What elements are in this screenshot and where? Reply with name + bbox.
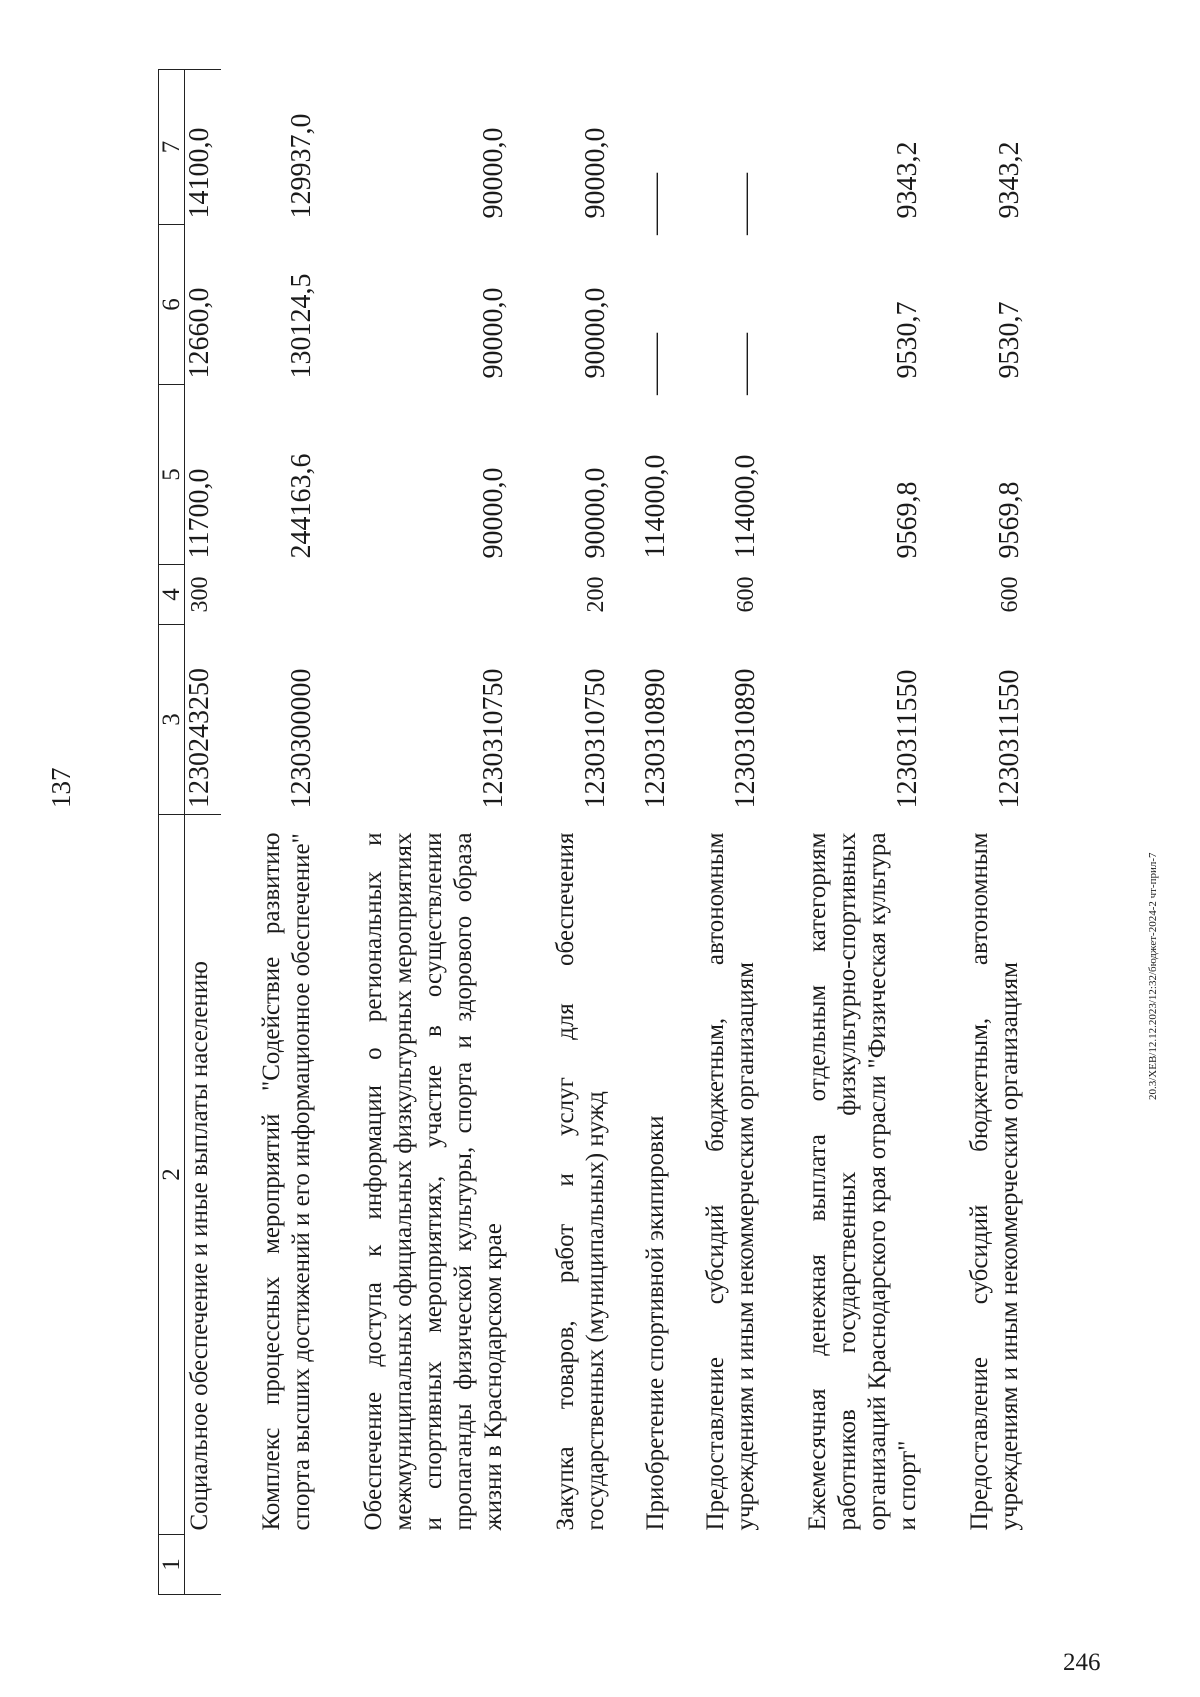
row-expense-type-text: 200 [583,576,609,613]
row-expense-type [515,565,617,625]
row-amount-col-6 [929,225,1031,385]
row-target-code [515,625,617,815]
row-amount-col-6 [515,225,617,385]
table-row [767,70,929,1595]
row-amount-col-5 [767,385,929,565]
table-row [221,70,323,1595]
row-amount-col-6 [185,225,222,385]
row-target-code-text: 1230311550 [892,669,923,809]
footer-document-code: 20.3/XEB/12.12.2023/12:32/бюджет-2024-2 чт-прил-7 [1147,852,1159,1100]
row-col-1-cell [677,1535,767,1595]
row-target-code [929,625,1031,815]
table-row [617,70,677,1595]
row-amount-col-7 [929,70,1031,225]
row-amount-col-5-text: 9569,8 [892,481,923,559]
row-name [617,815,677,1535]
header-col-7: 7 [159,70,185,225]
page-number-bottom: 246 [1063,1649,1101,1676]
budget-table [158,69,1031,1595]
row-target-code [323,625,515,815]
row-expense-type [617,565,677,625]
row-amount-col-7-text: — [640,173,671,236]
table-row [929,70,1031,1595]
row-amount-col-5-text: 244163,6 [286,453,317,559]
row-amount-col-6-text: — [730,333,761,396]
row-amount-col-6 [617,225,677,396]
header-col-2: 2 [159,815,185,1535]
row-amount-col-7 [515,70,617,225]
row-amount-col-7 [221,70,323,225]
table-row [323,70,515,1595]
row-amount-col-6-text: 90000,0 [478,287,509,379]
table-header [159,70,185,1595]
row-name [515,815,617,1535]
row-target-code-text: 1230311550 [994,669,1025,809]
row-col-1-cell [515,1535,617,1595]
row-amount-col-6-text: — [640,333,671,396]
row-amount-col-5 [677,385,767,565]
row-expense-type-text: 600 [733,576,759,613]
row-col-1-cell [323,1535,515,1595]
row-amount-col-6-text: 90000,0 [580,287,611,379]
row-col-1-cell [185,1535,222,1595]
row-target-code-text: 1230243250 [184,668,215,808]
row-amount-col-6 [323,225,515,385]
row-amount-col-5-text: 90000,0 [580,467,611,559]
row-amount-col-5-text: 90000,0 [478,467,509,559]
row-amount-col-6 [221,225,323,385]
row-amount-col-7-text: 129937,0 [286,113,317,219]
row-target-code-text: 1230300000 [286,668,317,809]
row-name [677,815,767,1535]
row-expense-type [323,565,515,625]
row-target-code [677,625,767,815]
row-name-text: Ежемесячная денежная выплата отдельным категориям работников государственных физкультурно-спортивных организаций Краснодарского края отрасли "Физическая культура и спорт" [804,832,921,1531]
row-amount-col-7-text: 9343,2 [892,141,923,219]
row-amount-col-5-text: 11700,0 [184,468,215,559]
row-amount-col-7-text: — [730,173,761,236]
rotated-table-container [158,70,1088,1595]
row-name [323,815,515,1535]
row-amount-col-7-text: 90000,0 [580,127,611,219]
row-name-text: Комплекс процессных мероприятий "Содействие развитию спорта высших достижений и его информационное обеспечение" [258,832,315,1531]
row-name [767,815,929,1535]
row-amount-col-7-text: 9343,2 [994,141,1025,219]
row-amount-col-5 [617,385,677,565]
row-expense-type [929,565,1031,625]
row-expense-type [185,565,222,625]
row-amount-col-6-text: 9530,7 [994,301,1025,379]
row-col-1-cell [767,1535,929,1595]
row-amount-col-7-text: 90000,0 [478,127,509,219]
row-target-code [185,625,222,815]
header-col-6: 6 [159,225,185,385]
header-col-5: 5 [159,385,185,565]
row-target-code [617,625,677,815]
row-target-code-text: 1230310890 [730,668,761,809]
row-col-1-cell [929,1535,1031,1595]
row-amount-col-7 [767,70,929,225]
row-expense-type [767,565,929,625]
header-col-1: 1 [159,1535,185,1595]
row-name [221,815,323,1535]
row-amount-col-6 [677,225,767,396]
row-amount-col-5-text: 114000,0 [730,454,761,559]
row-amount-col-7 [677,70,767,236]
page-number-top: 137 [46,767,76,808]
row-target-code [221,625,323,815]
row-name-text: Предоставление субсидий бюджетным, автономным учреждениям и иным некоммерческим организациям [966,832,1023,1531]
row-name-text: Обеспечение доступа к информации о региональных и межмуниципальных официальных физкультурных мероприятиях и спортивных мероприятиях, участие в осуществлении пропаганды физической культуры, спорта и здорового образа жизни в Краснодарском крае [360,832,507,1531]
row-col-1-cell [617,1535,677,1595]
row-name [929,815,1031,1535]
row-expense-type-text: 300 [187,576,213,613]
row-amount-col-6-text: 12660,0 [184,287,215,379]
row-amount-col-5 [515,385,617,565]
row-target-code-text: 1230310890 [640,668,671,809]
row-amount-col-6-text: 130124,5 [286,273,317,379]
row-name-text: Социальное обеспечение и иные выплаты населению [186,961,213,1531]
row-col-1-cell [221,1535,323,1595]
header-col-3: 3 [159,625,185,815]
row-name [185,815,222,1535]
row-expense-type-text: 600 [997,576,1023,613]
row-amount-col-6 [767,225,929,385]
row-name-text: Закупка товаров, работ и услуг для обеспечения государственных (муниципальных) нужд [552,832,609,1531]
row-amount-col-7 [323,70,515,225]
row-amount-col-5 [929,385,1031,565]
row-target-code [767,625,929,815]
table-row [515,70,617,1595]
row-amount-col-6-text: 9530,7 [892,301,923,379]
row-amount-col-5-text: 9569,8 [994,481,1025,559]
row-amount-col-5-text: 114000,0 [640,454,671,559]
header-row [159,70,185,1595]
table-row [185,70,222,1595]
table-row [677,70,767,1595]
row-amount-col-7 [185,70,222,225]
row-expense-type [677,565,767,625]
row-name-text: Предоставление субсидий бюджетным, автономным учреждениям и иным некоммерческим организациям [702,832,759,1531]
row-target-code-text: 1230310750 [478,668,509,809]
header-col-4: 4 [159,565,185,625]
row-amount-col-7-text: 14100,0 [184,127,215,219]
row-amount-col-5 [221,385,323,565]
row-target-code-text: 1230310750 [580,668,611,809]
row-amount-col-5 [323,385,515,565]
row-expense-type [221,565,323,625]
table-body [185,70,1032,1595]
row-amount-col-7 [617,70,677,236]
row-name-text: Приобретение спортивной экипировки [642,1115,669,1531]
row-amount-col-5 [185,385,222,565]
